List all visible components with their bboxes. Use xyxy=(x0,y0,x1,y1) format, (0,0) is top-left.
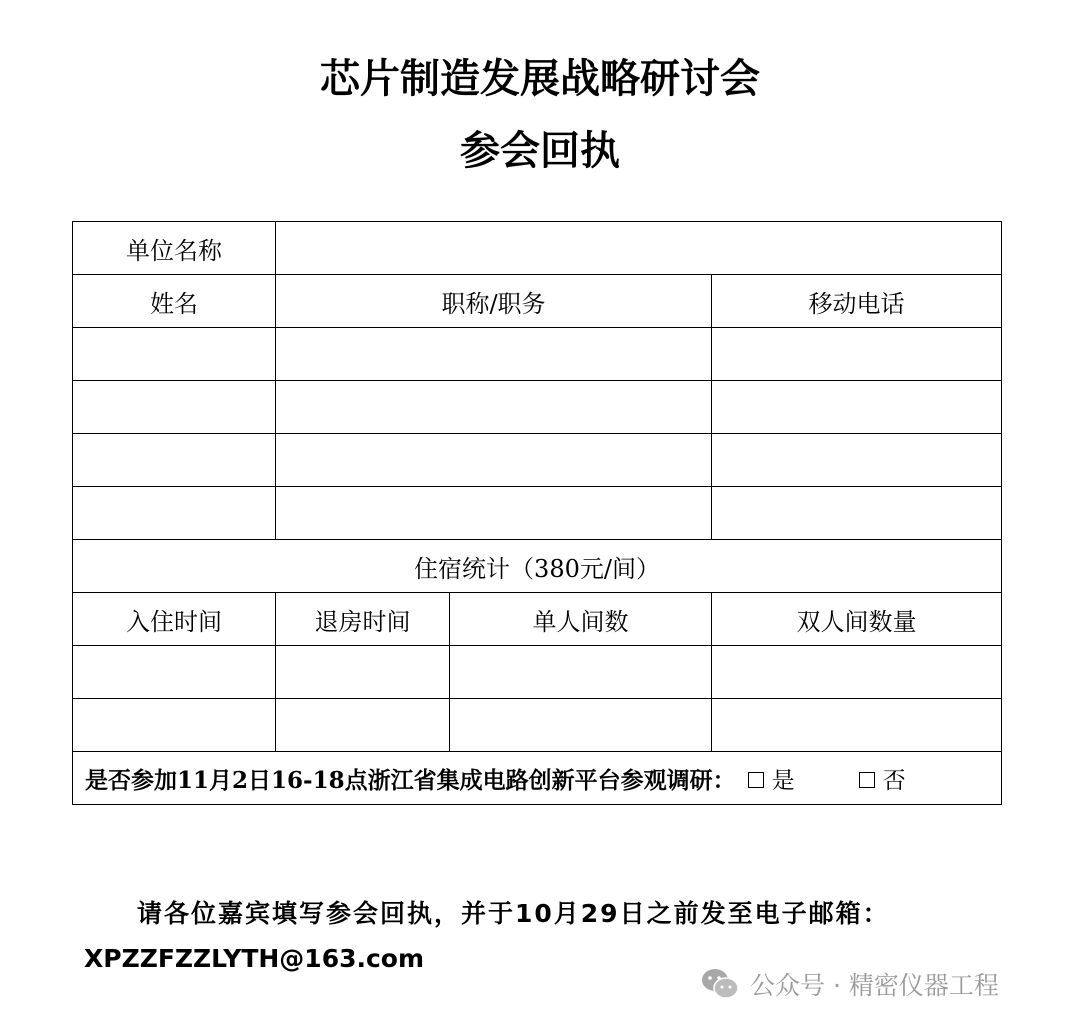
attendee-row xyxy=(73,381,1002,434)
double-cell[interactable] xyxy=(712,646,1002,699)
document-title: 芯片制造发展战略研讨会 xyxy=(320,55,760,102)
name-cell[interactable] xyxy=(73,328,276,381)
attendee-row xyxy=(73,434,1002,487)
phone-cell[interactable] xyxy=(712,434,1002,487)
no-checkbox[interactable] xyxy=(859,772,875,788)
org-row xyxy=(73,222,1002,275)
lodging-header: 住宿统计（380元/间） xyxy=(73,540,1002,593)
visit-question: 是否参加11月2日16-18点浙江省集成电路创新平台参观调研： xyxy=(85,766,736,794)
checkout-cell[interactable] xyxy=(276,699,450,752)
single-cell[interactable] xyxy=(450,646,712,699)
phone-cell[interactable] xyxy=(712,328,1002,381)
lodging-columns-row xyxy=(73,593,1002,646)
title-cell[interactable] xyxy=(276,381,712,434)
name-cell[interactable] xyxy=(73,434,276,487)
wechat-icon xyxy=(700,967,740,1001)
checkin-cell[interactable] xyxy=(73,699,276,752)
title-cell[interactable] xyxy=(276,328,712,381)
attendee-row xyxy=(73,328,1002,381)
phone-cell[interactable] xyxy=(712,381,1002,434)
single-cell[interactable] xyxy=(450,699,712,752)
double-cell[interactable] xyxy=(712,699,1002,752)
title-cell[interactable] xyxy=(276,487,712,540)
col-single-header: 单人间数 xyxy=(450,593,712,646)
yes-label: 是 xyxy=(771,767,795,794)
attendee-row xyxy=(73,487,1002,540)
submission-instruction: 请各位嘉宾填写参会回执，并于10月29日之前发至电子邮箱： xyxy=(137,899,890,928)
lodging-row xyxy=(73,699,1002,752)
contact-email[interactable]: XPZZFZZLYTH@163.com xyxy=(84,944,425,973)
attendee-header-row xyxy=(73,275,1002,328)
phone-cell[interactable] xyxy=(712,487,1002,540)
title-cell[interactable] xyxy=(276,434,712,487)
col-double-header: 双人间数量 xyxy=(712,593,1002,646)
name-cell[interactable] xyxy=(73,487,276,540)
org-field[interactable] xyxy=(276,222,1002,275)
watermark-text: 公众号 · 精密仪器工程 xyxy=(750,971,999,1000)
col-checkout-header: 退房时间 xyxy=(276,593,450,646)
registration-form-table xyxy=(72,221,1002,805)
lodging-header-row xyxy=(73,540,1002,593)
visit-row xyxy=(73,752,1002,805)
col-phone-header: 移动电话 xyxy=(712,275,1002,328)
col-name-header: 姓名 xyxy=(73,275,276,328)
col-checkin-header: 入住时间 xyxy=(73,593,276,646)
visit-question-cell xyxy=(73,752,1002,805)
col-title-header: 职称/职务 xyxy=(276,275,712,328)
no-label: 否 xyxy=(882,767,906,794)
checkout-cell[interactable] xyxy=(276,646,450,699)
checkin-cell[interactable] xyxy=(73,646,276,699)
name-cell[interactable] xyxy=(73,381,276,434)
lodging-row xyxy=(73,646,1002,699)
org-label: 单位名称 xyxy=(73,222,276,275)
document-subtitle: 参会回执 xyxy=(460,127,620,174)
yes-checkbox[interactable] xyxy=(748,772,764,788)
watermark xyxy=(700,966,999,1002)
